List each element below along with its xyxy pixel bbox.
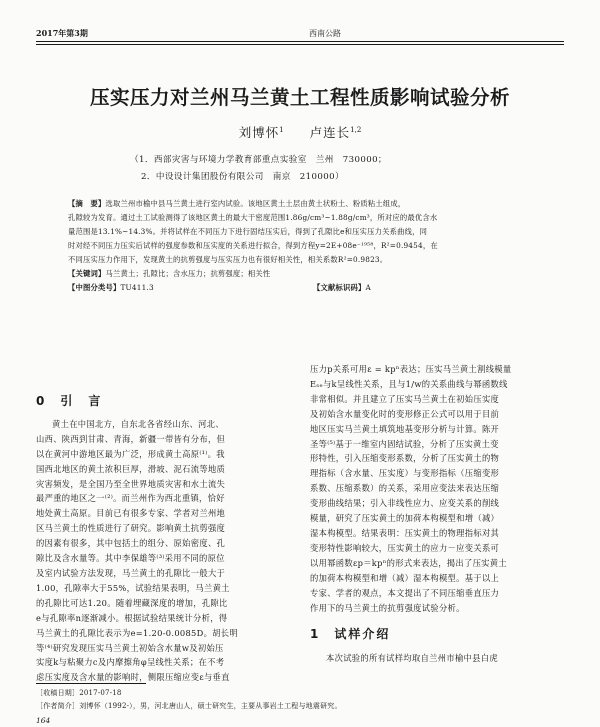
right-column [310, 362, 568, 666]
author-name: 卢连长 [309, 125, 351, 140]
abstract-line: 量范围是13.1%~14.3%。并将试样在不同压力下进行固结压实后，得到了孔隙比e和压实压力关系曲线，同 [68, 227, 428, 236]
keywords-line [68, 267, 534, 281]
body-line: 地处黄土高原。目前已有很多专家、学者对兰州地 [36, 508, 226, 519]
body-line: 灾害频发，是全国乃至全世界地质灾害和水土流失 [36, 478, 226, 489]
keywords-text: 马兰黄土；孔隙比；含水压力；抗剪强度；相关性 [105, 269, 271, 278]
header-rule-thin [36, 44, 564, 45]
body-line: 1.00，孔隙率大于55%，试验结果表明，马兰黄土 [36, 582, 230, 593]
body-line: 作用下的马兰黄土的抗剪强度试验分析。 [310, 602, 465, 613]
body-line: 国西北地区的黄土浓积巨厚，滑坡、泥石流等地质 [36, 463, 226, 474]
author-list [0, 123, 600, 141]
body-line: 及初始含水量变化时的变形修正公式可以用于目前 [310, 408, 500, 419]
body-line: 的加荷本构模型和增（减）湿本构模型。基于以上 [310, 572, 500, 583]
body-line: 地区压实马兰黄土填筑地基变形分析与计算。陈开 [310, 423, 500, 434]
body-line: 及室内试验方法发现，马兰黄土的孔隙比一般大于 [36, 567, 226, 578]
section-heading-specimen [310, 627, 568, 642]
abstract-line: 不同压实压力作用下，发现黄土的抗剪强度与压实压力也有很好相关性，相关系数R²=0.9823。 [68, 255, 388, 264]
body-line: 压力p关系可用ε = kpⁿ表达；压实马兰黄土割线模量 [310, 364, 512, 374]
author-affiliation-mark: 1,2 [350, 125, 362, 134]
body-line: 黄土在中国北方，自东北各省经山东、河北、 [52, 418, 224, 429]
body-line: 本次试验的所有试样均取自兰州市榆中县白虎 [326, 653, 498, 664]
footnote-rule [36, 683, 146, 684]
body-line: 形特性，引入压缩变形系数，分析了压实黄土的物 [310, 453, 500, 464]
affiliation-line: 2．中设设计集团股份有限公司 南京 210000） [141, 172, 344, 182]
affiliation-line: （1．西部灾害与环境力学教育部重点实验室 兰州 730000； [130, 155, 387, 165]
body-line: 隙比及含水量等。其中李保雄等⁽³⁾采用不同的原位 [36, 553, 225, 564]
abstract-label: 【摘 要】 [68, 199, 106, 208]
abstract-line: 时对经不同压力压实后试样的强度参数和压实度的关系进行拟合，得到方程y=2E+08e⁻¹⁹⁵⁸，R²=0.9454，在 [68, 241, 438, 250]
body-line: 的因素有很多，其中包括土的组分、原始密度、孔 [36, 538, 226, 549]
body-line: 区马兰黄土的性质进行了研究。影响黄土抗剪强度 [36, 523, 226, 534]
body-line: 变形曲线结果；引入非线性应力、应变关系的削线 [310, 498, 500, 509]
body-line: 系数、压缩系数）的关系，采用应变法来表达压缩 [310, 483, 500, 494]
body-line: 虑压实度及含水量的影响时，侧限压缩应变ε与垂直 [36, 672, 230, 683]
abstract-line [68, 197, 534, 211]
section-number: 0 [36, 394, 47, 408]
left-column [36, 388, 292, 685]
body-line: 理指标（含水量、压实度）与变形指标（压缩变形 [310, 468, 500, 479]
author-name: 刘博怀 [238, 125, 280, 140]
body-line: 模量，研究了压实黄土的加荷本构模型和增（减） [310, 513, 500, 524]
body-line: 马兰黄土的孔隙比表示为e=1.20-0.0085D。胡长明 [36, 627, 238, 638]
body-line: 以用幂函数εp＝kpⁿ的形式来表达，揭出了压实黄土 [310, 557, 507, 568]
body-line: 最严重的地区之一⁽²⁾。而兰州作为西北重镇，恰好 [36, 493, 225, 504]
classification-row [68, 281, 534, 295]
section-number: 1 [310, 627, 321, 642]
body-line: 等⁽⁴⁾研究发现压实马兰黄土初始含水量w及初始压 [36, 642, 224, 653]
header-rule [36, 41, 564, 42]
section-title: 引 言 [60, 394, 103, 408]
body-line: Eₛₑ与k呈线性关系，且与1/w的关系曲线与幂函数线 [310, 378, 508, 389]
body-line: 圣等⁽⁵⁾基于一维室内固结试验，分析了压实黄土变 [310, 438, 499, 449]
body-line: 变形特性影响较大，压实黄土的应力－应变关系可 [310, 542, 500, 553]
body-line: 山西、陕西到甘肃、青海，新疆一带皆有分布，但 [36, 433, 226, 444]
body-line: 以在黄河中游地区最为广泛，形成黄土高原⁽¹⁾。我 [36, 448, 225, 459]
body-line: e与孔隙率n逐渐减小。根据试验结果统计分析，得 [36, 612, 228, 623]
body-line: 专家、学者的观点，本文提出了不同压缩垂直压力 [310, 587, 500, 598]
body-line: 湿本构模型。结果表明：压实黄土的物理指标对其 [310, 527, 500, 538]
running-header [36, 28, 564, 39]
journal-name: 西南公路 [309, 29, 341, 38]
doc-code-value: A [365, 283, 371, 292]
abstract-text: 选取兰州市榆中县马兰黄土进行室内试验。该地区黄土土层由黄土状粉土、粉质粘土组成， [105, 199, 406, 208]
body-line: 的孔隙比可达1.20。随着埋藏深度的增加，孔隙比 [36, 597, 228, 608]
body-line: 实度k与粘聚力c及内摩擦角φ呈线性关系；在不考 [36, 657, 225, 668]
clc-label: 【中图分类号】 [68, 283, 121, 292]
clc-value: TU411.3 [120, 283, 154, 292]
doc-code-label: 【文献标识码】 [313, 283, 366, 292]
journal-issue: 2017年第3期 [36, 28, 88, 38]
page-number: 164 [36, 716, 51, 725]
author-affiliation-mark: 1 [279, 125, 284, 134]
body-line: 非常相似。并且建立了压实马兰黄土在初始压实度 [310, 393, 500, 404]
section-heading-intro [36, 394, 292, 409]
abstract-block [68, 197, 534, 295]
keywords-label: 【关键词】 [68, 269, 106, 278]
section-title: 试样介绍 [334, 627, 391, 642]
abstract-line: 孔隙较为发育。通过土工试验测得了该地区黄土的最大干密度范围1.86g/cm³~1.88g/cm³，所对应的最优含水 [68, 213, 438, 222]
paper-title: 压实压力对兰州马兰黄土工程性质影响试验分析 [89, 86, 510, 109]
received-date-note: ［收稿日期］2017-07-18 [36, 689, 122, 697]
author-bio-note: ［作者简介］刘博怀（1992-），男，河北唐山人，硕士研究生，主要从事岩土工程与地震研究。 [36, 702, 342, 710]
